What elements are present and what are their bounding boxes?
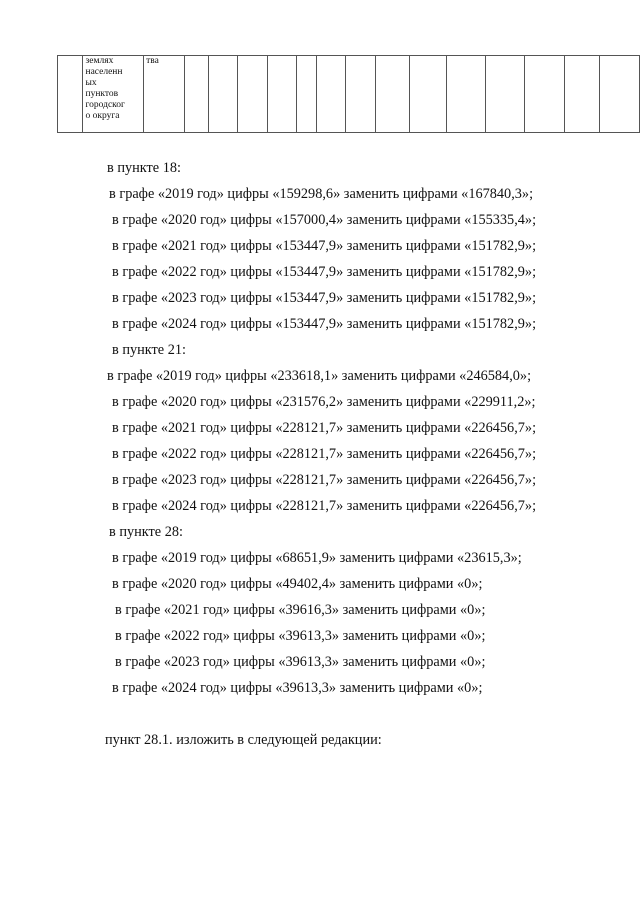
cell-text-line: пунктов bbox=[85, 89, 119, 99]
table-cell-empty bbox=[184, 56, 209, 133]
amendment-line: в графе «2019 год» цифры «68651,9» заменить цифрами «23615,3»; bbox=[112, 550, 522, 566]
amendment-line: в графе «2021 год» цифры «228121,7» заменить цифрами «226456,7»; bbox=[112, 420, 537, 436]
amendment-line: в графе «2022 год» цифры «153447,9» заменить цифрами «151782,9»; bbox=[112, 264, 537, 280]
table-fragment bbox=[57, 55, 640, 133]
paragraph-heading: пункт 28.1. изложить в следующей редакции: bbox=[105, 732, 382, 748]
table-cell-empty bbox=[209, 56, 238, 133]
amendment-line: в графе «2020 год» цифры «231576,2» заменить цифрами «229911,2»; bbox=[112, 394, 536, 410]
section-heading: в пункте 28: bbox=[109, 524, 183, 540]
table-cell-empty bbox=[58, 56, 83, 133]
table-cell-empty bbox=[316, 56, 345, 133]
table-cell-land-description bbox=[83, 56, 144, 133]
cell-text-line: тва bbox=[146, 56, 159, 66]
amendment-line: в графе «2021 год» цифры «39616,3» заменить цифрами «0»; bbox=[115, 602, 486, 618]
amendment-line: в графе «2019 год» цифры «233618,1» заменить цифрами «246584,0»; bbox=[107, 368, 532, 384]
table-cell-empty bbox=[267, 56, 296, 133]
cell-text-line: землях bbox=[85, 56, 114, 66]
amendment-line: в графе «2024 год» цифры «39613,3» заменить цифрами «0»; bbox=[112, 680, 483, 696]
amendment-line: в графе «2022 год» цифры «39613,3» заменить цифрами «0»; bbox=[115, 628, 486, 644]
section-heading: в пункте 21: bbox=[112, 342, 186, 358]
table-cell-empty bbox=[599, 56, 639, 133]
table-cell-empty bbox=[238, 56, 267, 133]
table-cell-empty bbox=[297, 56, 317, 133]
amendment-line: в графе «2024 год» цифры «153447,9» заменить цифрами «151782,9»; bbox=[112, 316, 537, 332]
amendment-line: в графе «2019 год» цифры «159298,6» заменить цифрами «167840,3»; bbox=[109, 186, 534, 202]
amendment-line: в графе «2020 год» цифры «157000,4» заменить цифрами «155335,4»; bbox=[112, 212, 537, 228]
table-cell-empty bbox=[375, 56, 409, 133]
table-cell-empty bbox=[346, 56, 375, 133]
amendment-line: в графе «2023 год» цифры «39613,3» заменить цифрами «0»; bbox=[115, 654, 486, 670]
table-cell-empty bbox=[486, 56, 525, 133]
cell-text-line: населенн bbox=[85, 67, 123, 77]
amendment-line: в графе «2024 год» цифры «228121,7» заменить цифрами «226456,7»; bbox=[112, 498, 537, 514]
table-cell-empty bbox=[409, 56, 446, 133]
cell-text-line: городског bbox=[85, 100, 125, 110]
table-row bbox=[58, 56, 640, 133]
table-cell-empty bbox=[447, 56, 486, 133]
amendment-line: в графе «2023 год» цифры «153447,9» заменить цифрами «151782,9»; bbox=[112, 290, 537, 306]
table-cell-empty bbox=[525, 56, 564, 133]
table-cell-empty bbox=[564, 56, 599, 133]
amendment-line: в графе «2023 год» цифры «228121,7» заменить цифрами «226456,7»; bbox=[112, 472, 537, 488]
section-heading: в пункте 18: bbox=[107, 160, 181, 176]
cell-text-line: о округа bbox=[85, 111, 120, 121]
table-cell-suffix bbox=[144, 56, 184, 133]
amendment-line: в графе «2022 год» цифры «228121,7» заменить цифрами «226456,7»; bbox=[112, 446, 537, 462]
amendment-line: в графе «2020 год» цифры «49402,4» заменить цифрами «0»; bbox=[112, 576, 483, 592]
amendment-line: в графе «2021 год» цифры «153447,9» заменить цифрами «151782,9»; bbox=[112, 238, 537, 254]
cell-text-line: ых bbox=[85, 78, 97, 88]
